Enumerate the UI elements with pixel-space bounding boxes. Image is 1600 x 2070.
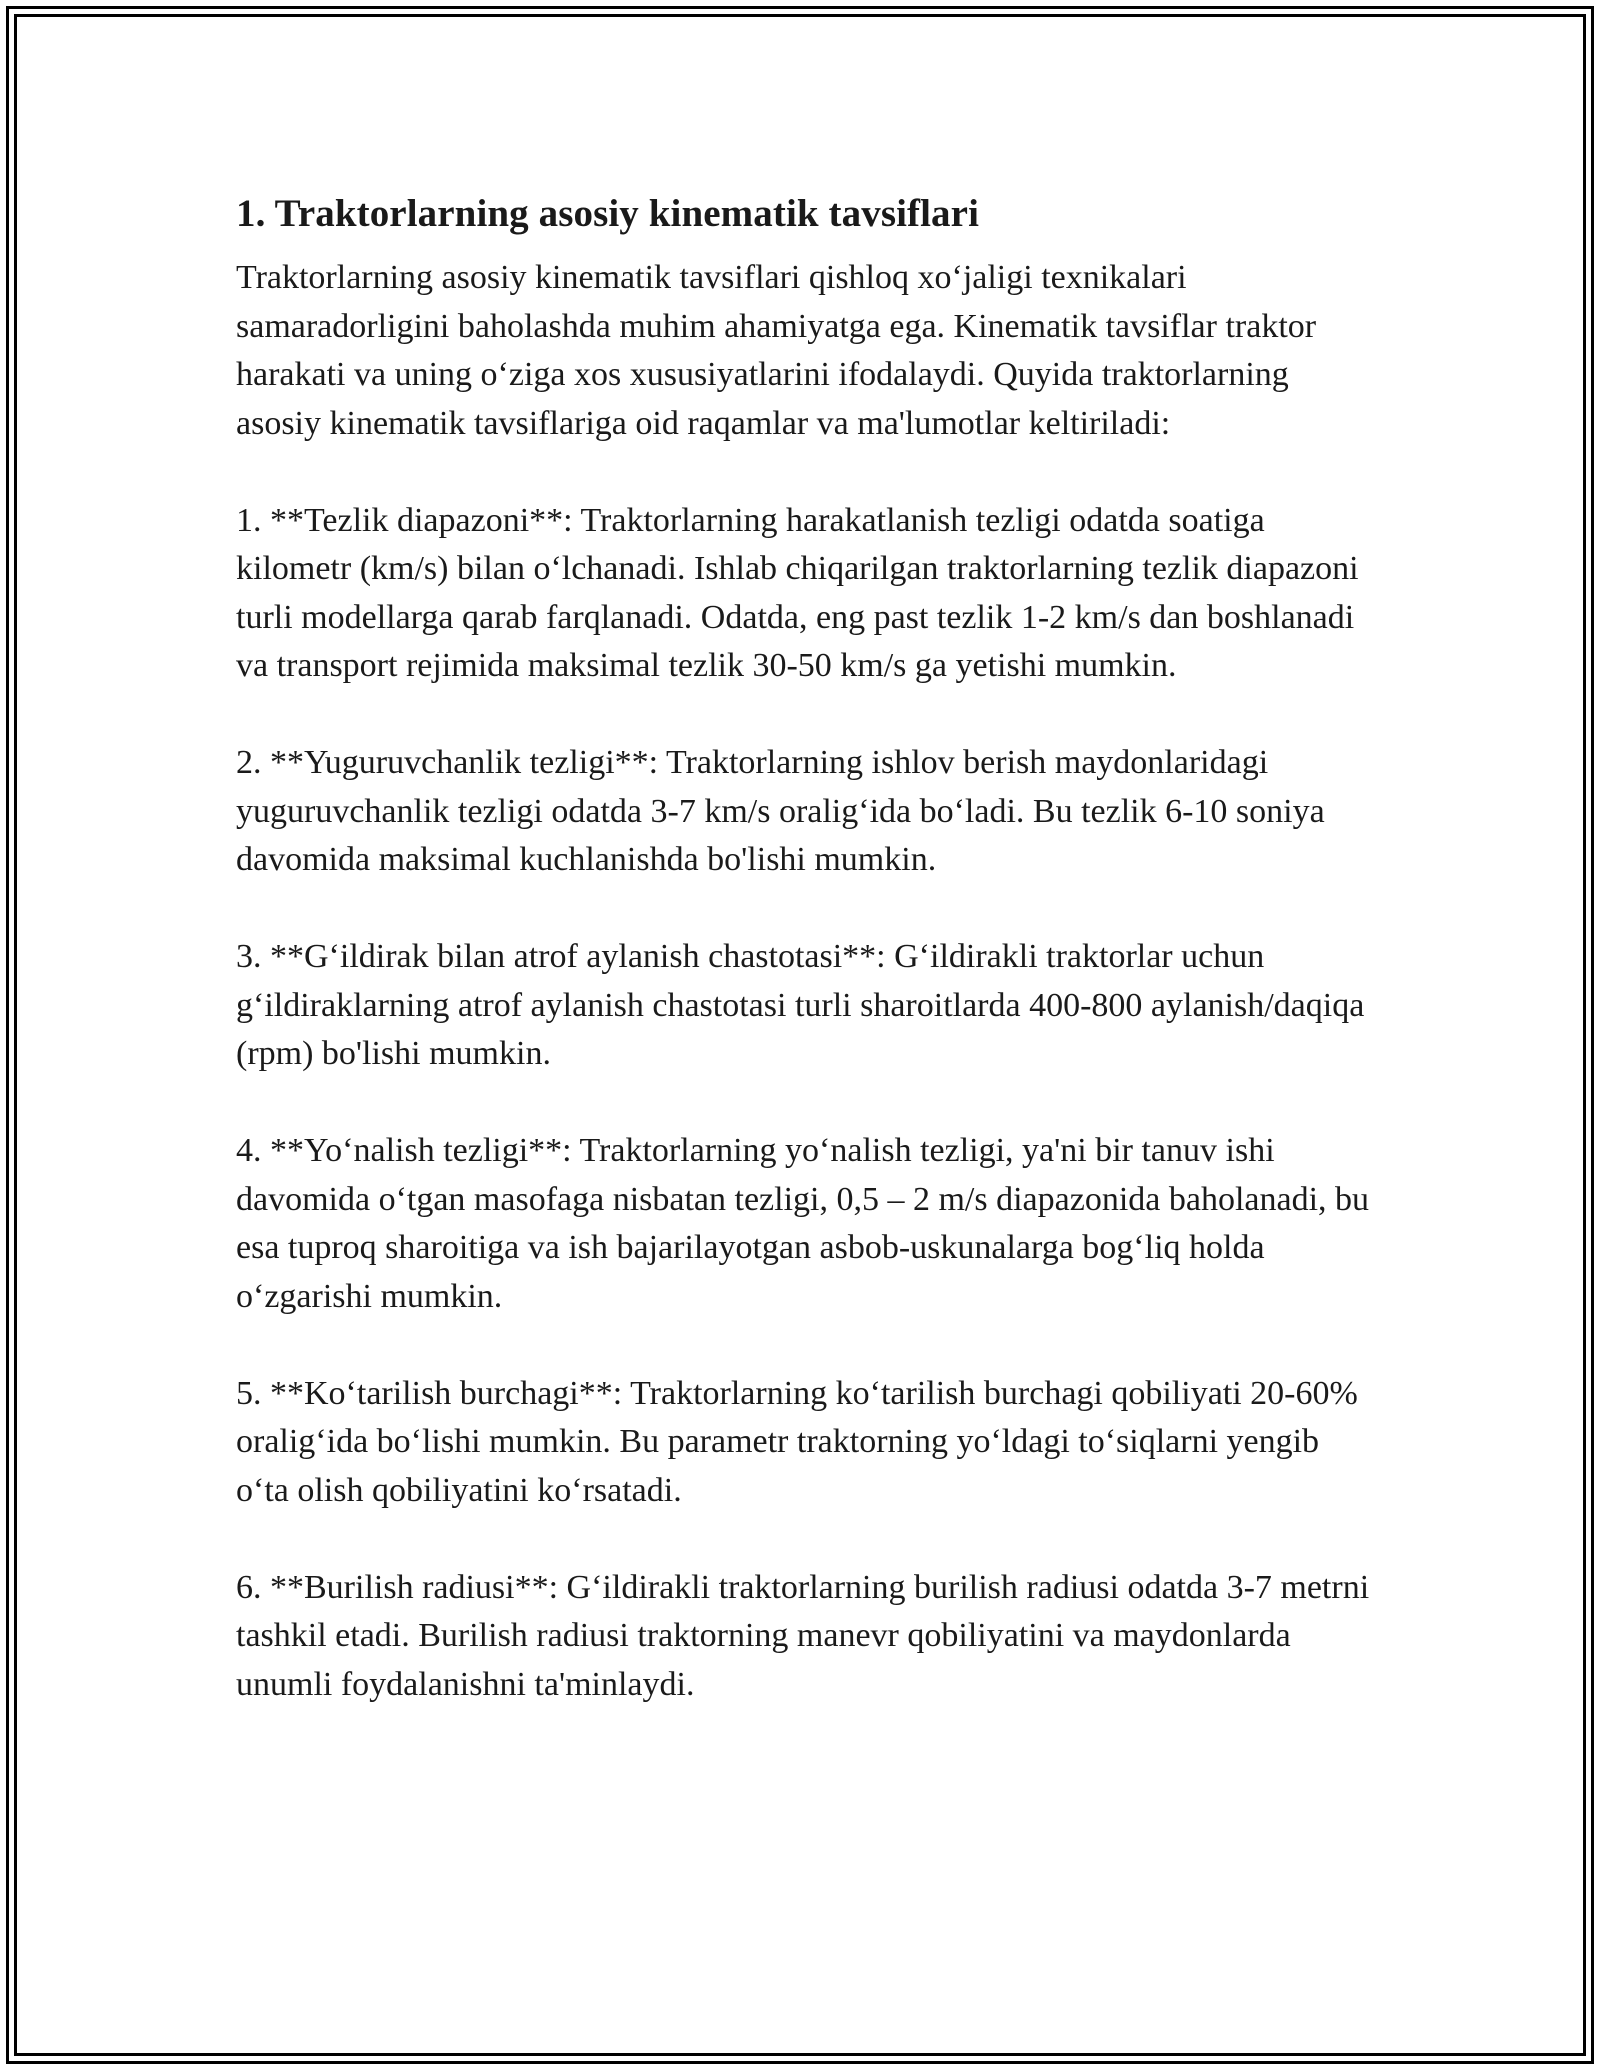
- list-item-climb-angle: 5. **Ko‘tarilish burchagi**: Traktorlarning ko‘tarilish burchagi qobiliyati 20-60% oralig‘ida bo‘lishi mumkin. Bu parametr traktorning yo‘ldagi to‘siqlarni yengib o‘ta olish qobiliyatini ko‘rsatadi.: [236, 1374, 1358, 1509]
- list-item-running-speed: 2. **Yuguruvchanlik tezligi**: Traktorlarning ishlov berish maydonlaridagi yuguruvchanlik tezligi odatda 3-7 km/s oralig‘ida bo‘ladi. Bu tezlik 6-10 soniya davomida maksimal kuchlanishda bo'lishi mumkin.: [236, 744, 1325, 878]
- document-title: 1. Traktorlarning asosiy kinematik tavsiflari: [236, 192, 980, 235]
- list-item-turning-radius: 6. **Burilish radiusi**: G‘ildirakli traktorlarning burilish radiusi odatda 3-7 metrni tashkil etadi. Burilish radiusi traktorning manevr qobiliyatini va maydonlarda unumli foydalanishni ta'minlaydi.: [236, 1568, 1370, 1703]
- intro-paragraph: Traktorlarning asosiy kinematik tavsiflari qishloq xo‘jaligi texnikalari samaradorligini baholashda muhim ahamiyatga ega. Kinematik tavsiflar traktor harakati va uning o‘ziga xos xususiyatlarini ifodalaydi. Quyida traktorlarning asosiy kinematik tavsiflariga oid raqamlar va ma'lumotlar keltiriladi:: [236, 259, 1317, 442]
- document-body: [236, 186, 1376, 1709]
- list-item-direction-speed: 4. **Yo‘nalish tezligi**: Traktorlarning yo‘nalish tezligi, ya'ni bir tanuv ishi davomida o‘tgan masofaga nisbatan tezligi, 0,5 – 2 m/s diapazonida baholanadi, bu esa tuproq sharoitiga va ish bajarilayotgan asbob-uskunalarga bog‘liq holda o‘zgarishi mumkin.: [236, 1132, 1370, 1315]
- list-item-speed-range: 1. **Tezlik diapazoni**: Traktorlarning harakatlanish tezligi odatda soatiga kilometr (km/s) bilan o‘lchanadi. Ishlab chiqarilgan traktorlarning tezlik diapazoni turli modellarga qarab farqlanadi. Odatda, eng past tezlik 1-2 km/s dan boshlanadi va transport rejimida maksimal tezlik 30-50 km/s ga yetishi mumkin.: [236, 501, 1359, 684]
- list-item-wheel-rotation: 3. **G‘ildirak bilan atrof aylanish chastotasi**: G‘ildirakli traktorlar uchun g‘ildiraklarning atrof aylanish chastotasi turli sharoitlarda 400-800 aylanish/daqiqa (rpm) bo'lishi mumkin.: [236, 938, 1365, 1072]
